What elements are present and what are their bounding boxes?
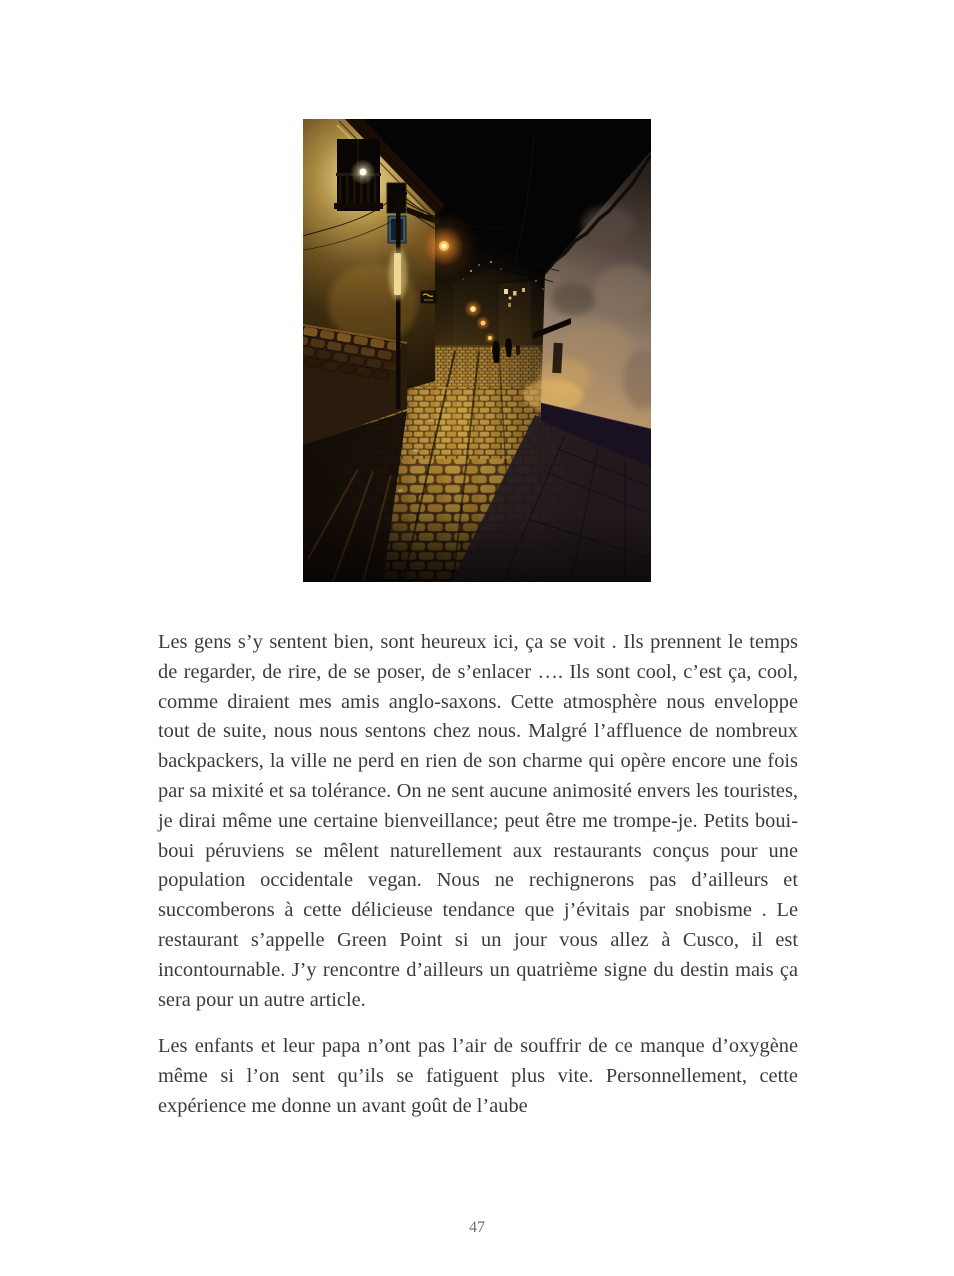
night-street-photo-svg [303, 119, 651, 582]
paragraph: Les enfants et leur papa n’ont pas l’air de souffrir de ce manque d’oxygène même si l’on sent qu’ils se fatiguent plus vite. Personnellement, cette expérience me donne un avant goût de l’aube [158, 1035, 798, 1117]
night-street-photo [303, 119, 651, 582]
article-text [158, 628, 798, 1122]
page-number: 47 [469, 1219, 485, 1236]
paragraph: Les gens s’y sentent bien, sont heureux ici, ça se voit . Ils prennent le temps de regarder, de rire, de se poser, de s’enlacer …. Ils sont cool, c’est ça, cool, comme diraient mes amis anglo-saxons. Cette atmosphère nous enveloppe tout de suite, nous nous sentons chez nous. Malgré l’affluence de nombreux backpackers, la ville ne perd en rien de son charme qui opère encore une fois par sa mixité et sa tolérance. On ne sent aucune animosité envers les touristes, je dirai même une certaine bienveillance; peut être me trompe-je. Petits boui-boui péruviens se mêlent naturellement aux restaurants conçus pour une population occidentale vegan. Nous ne rechignerons pas d’ailleurs et succomberons à cette délicieuse tendance que j’évitais par snobisme . Le restaurant s’appelle Green Point si un jour vous allez à Cusco, il est incontournable. J’y rencontre d’ailleurs un quatrième signe du destin mais ça sera pour un autre article. [158, 631, 798, 1011]
